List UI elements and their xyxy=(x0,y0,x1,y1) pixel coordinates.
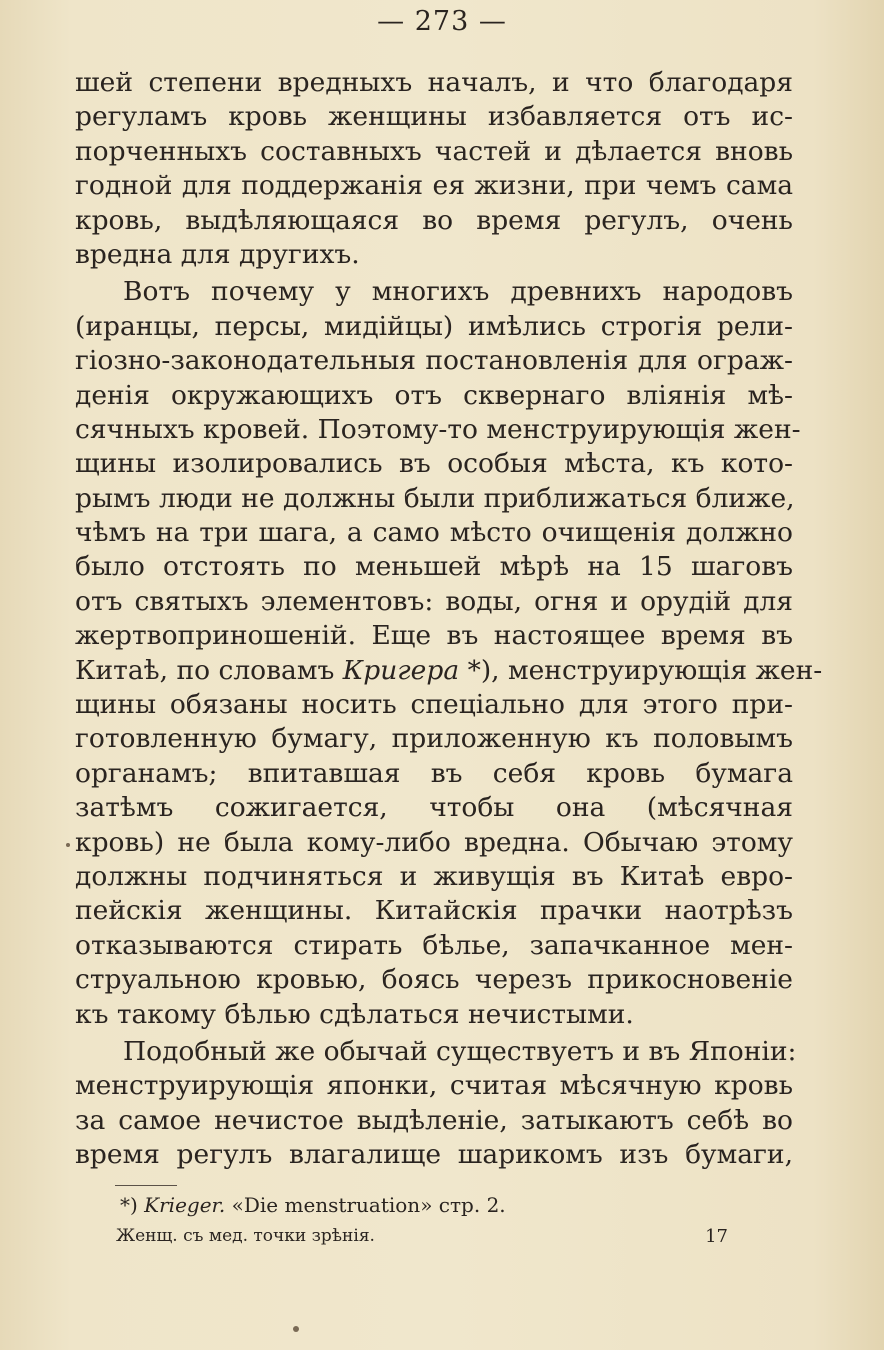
text-line: щины обязаны носить спеціально для этого при- xyxy=(75,689,793,721)
printer-signature xyxy=(116,1226,728,1246)
text-line: отказываются стирать бѣлье, запачканное мен- xyxy=(75,929,793,961)
text-line: Вотъ почему у многихъ древнихъ народовъ xyxy=(123,276,793,308)
text-line: пейскія женщины. Китайскія прачки наотрѣзъ xyxy=(75,895,793,927)
text-line: кровь) не была кому-либо вредна. Обычаю этому xyxy=(75,826,793,858)
text-line: рымъ люди не должны были приближаться ближе, xyxy=(75,482,795,514)
text-line: къ такому бѣлью сдѣлаться нечистыми. xyxy=(75,998,634,1030)
text-line: готовленную бумагу, приложенную къ половымъ xyxy=(75,723,793,755)
text-line: чѣмъ на три шага, а само мѣсто очищенія должно xyxy=(75,517,793,549)
text-line: гіозно-законодательныя постановленія для ограж- xyxy=(75,345,793,377)
footnote-text: «Die menstruation» стр. 2. xyxy=(225,1193,506,1217)
footnote-author: Krieger. xyxy=(144,1193,226,1217)
text-line: жертвоприношеній. Еще въ настоящее время въ xyxy=(75,620,793,652)
text-line: щины изолировались въ особыя мѣста, къ кото- xyxy=(75,448,793,480)
text-line: было отстоять по меньшей мѣрѣ на 15 шаговъ xyxy=(75,551,793,583)
text-line: за самое нечистое выдѣленіе, затыкаютъ себѣ во xyxy=(75,1104,793,1136)
text-line: Подобный же обычай существуетъ и въ Японіи: xyxy=(123,1035,797,1067)
footnote-rule xyxy=(115,1185,177,1186)
text-line: денія окружающихъ отъ сквернаго вліянія мѣ- xyxy=(75,379,793,411)
footnote xyxy=(120,1193,506,1217)
text-line: порченныхъ составныхъ частей и дѣлается вновь xyxy=(75,135,793,167)
text-line: затѣмъ сожигается, чтобы она (мѣсячная xyxy=(75,792,793,824)
text-line: годной для поддержанія ея жизни, при чемъ сама xyxy=(75,170,793,202)
text-line: время регулъ влагалище шарикомъ изъ бумаги, xyxy=(75,1139,793,1171)
text-fragment: *), менструирующія жен- xyxy=(459,654,823,686)
text-line: вредна для другихъ. xyxy=(75,238,360,270)
sheet-number: 17 xyxy=(705,1226,728,1247)
text-line: органамъ; впитавшая въ себя кровь бумага xyxy=(75,757,793,789)
text-line: отъ святыхъ элементовъ: воды, огня и орудій для xyxy=(75,585,793,617)
text-line: регуламъ кровь женщины избавляется отъ ис- xyxy=(75,101,793,133)
text-line: (иранцы, персы, мидійцы) имѣлись строгія рели- xyxy=(75,310,793,342)
page-number: — 273 — xyxy=(377,6,507,37)
text-line: сячныхъ кровей. Поэтому-то менструирующія жен- xyxy=(75,413,801,445)
signature-title: Женщ. съ мед. точки зрѣнія. xyxy=(116,1226,375,1246)
footnote-marker: *) xyxy=(120,1193,145,1217)
text-line-with-citation xyxy=(75,654,823,688)
text-line: кровь, выдѣляющаяся во время регулъ, очень xyxy=(75,204,793,236)
text-line: шей степени вредныхъ началъ, и что благодаря xyxy=(75,67,793,98)
text-line: струальною кровью, боясь черезъ прикосновеніе xyxy=(75,964,793,996)
body-text xyxy=(75,66,823,1173)
paper-speck xyxy=(293,1326,299,1332)
text-fragment: Китаѣ, по словамъ xyxy=(75,654,343,686)
text-line: менструирующія японки, считая мѣсячную кровь xyxy=(75,1070,793,1102)
paper-speck xyxy=(66,843,70,847)
cited-author-name: Кригера xyxy=(342,654,460,686)
text-line: должны подчиняться и живущія въ Китаѣ евро- xyxy=(75,860,793,892)
